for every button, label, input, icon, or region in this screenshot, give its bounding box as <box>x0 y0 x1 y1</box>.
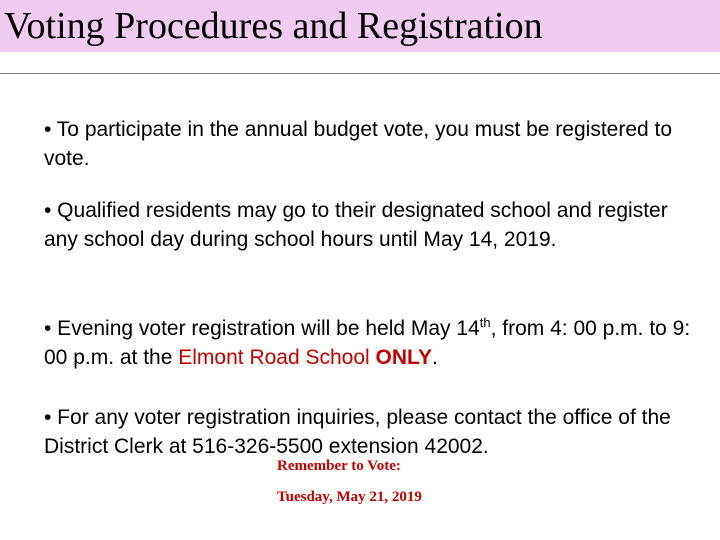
bullet-clerk-contact: • For any voter registration inquiries, please contact the office of the District Clerk at 516-326-5500 extension 42002. <box>44 406 671 458</box>
vote-date: Tuesday, May 21, 2019 <box>277 489 422 505</box>
bullet-evening-registration <box>44 314 694 372</box>
page-title: Voting Procedures and Registration <box>4 5 543 47</box>
location-name: Elmont Road School <box>178 346 370 369</box>
evening-text-end: . <box>431 346 438 369</box>
ordinal-suffix: th <box>479 315 491 330</box>
bullet-registration-required: • To participate in the annual budget vote, you must be registered to vote. <box>44 118 673 170</box>
divider <box>0 73 720 74</box>
evening-text-time: , from 4: 00 p.m. to 9: 00 p.m. at the <box>44 317 691 369</box>
evening-text-start: • Evening voter registration will be held May 14 <box>44 317 480 340</box>
title-bar <box>0 0 720 52</box>
reminder-heading: Remember to Vote: <box>277 458 401 474</box>
bullet-qualified-residents: • Qualified residents may go to their designated school and register any school day during school hours until May 14, 2019. <box>44 199 668 251</box>
only-emphasis: ONLY <box>375 346 432 369</box>
